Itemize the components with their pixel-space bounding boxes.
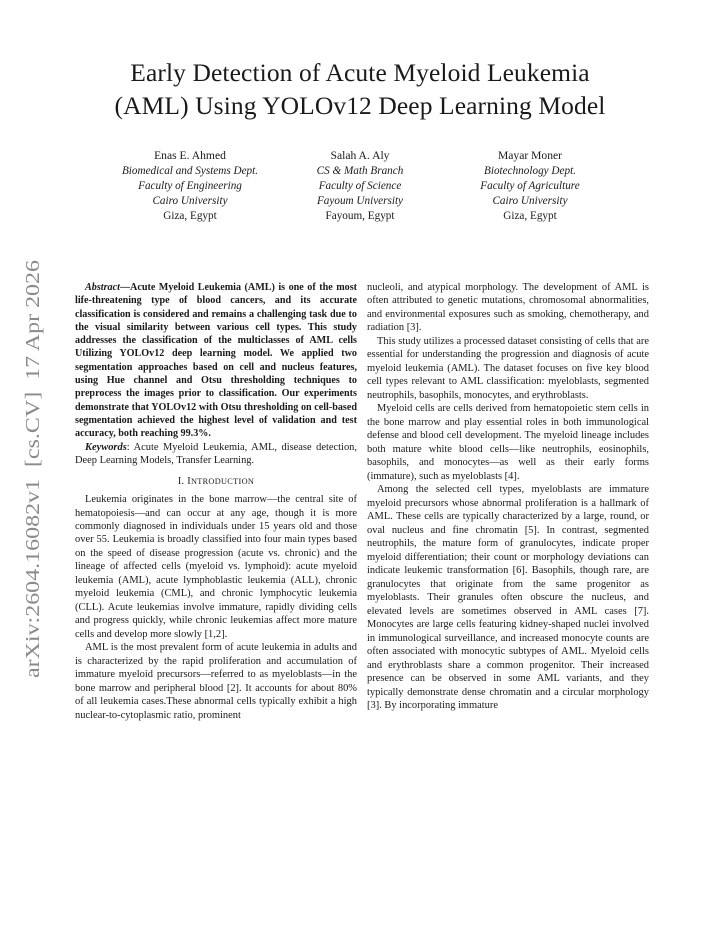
author-university: Cairo University bbox=[152, 195, 228, 207]
intro-paragraph-1: Leukemia originates in the bone marrow—the central site of hematopoiesis—and can occur at any age, though it is more commonly diagnosed in individuals under 15 years old and those over 55. Leukemia is broadly classified into four main types based on the speed of disease progression (acute vs. chronic) and the lineage of affected cells (myeloid vs. lymphoid): acute myeloid leukemia (AML), acute lymphoblastic leukemia (ALL), chronic myeloid leukemia (CML), and chronic lymphocytic leukemia (CLL). Acute leukemias involve immature, rapidly dividing cells and progress quickly, while chronic leukemias affect more mature cells and develop more slowly [1,2]. bbox=[75, 494, 357, 640]
author-faculty: Faculty of Engineering bbox=[138, 180, 242, 192]
author-dept: Biotechnology Dept. bbox=[484, 165, 576, 177]
author-faculty: Faculty of Science bbox=[318, 180, 402, 192]
arxiv-identifier: arXiv:2604.16082v1 [cs.CV] 17 Apr 2026 bbox=[22, 329, 44, 678]
author-3 bbox=[440, 148, 620, 224]
keywords bbox=[75, 441, 357, 468]
title-line-1: Early Detection of Acute Myeloid Leukemia bbox=[130, 58, 590, 87]
author-university: Fayoum University bbox=[316, 195, 404, 207]
author-name: Mayar Moner bbox=[497, 149, 563, 162]
section-heading-introduction bbox=[75, 475, 357, 488]
author-dept: CS & Math Branch bbox=[316, 165, 404, 177]
author-location: Fayoum, Egypt bbox=[325, 210, 395, 222]
right-column bbox=[367, 281, 649, 713]
body-paragraph-1: nucleoli, and atypical morphology. The development of AML is often attributed to genetic mutations, chromosomal abnormalities, and environmental exposures such as smoking, chemotherapy, and radiation [3]. bbox=[367, 282, 649, 334]
body-paragraph-3: Myeloid cells are cells derived from hematopoietic stem cells in the bone marrow and play essential roles in both immunological defense and blood cell development. The myeloid lineage includes both mature white blood cells—like neutrophils, eosinophils, basophils, and monocytes—as well as their early forms (immature), such as myeloblasts [4]. bbox=[367, 403, 649, 482]
author-location: Giza, Egypt bbox=[503, 210, 557, 222]
title-line-2: (AML) Using YOLOv12 Deep Learning Model bbox=[114, 91, 606, 120]
author-dept: Biomedical and Systems Dept. bbox=[121, 165, 259, 177]
arxiv-watermark bbox=[6, 258, 50, 678]
left-column bbox=[75, 281, 357, 722]
body-paragraph-4: Among the selected cell types, myeloblasts are immature myeloid precursors whose abnormal proliferation is a hallmark of AML. These cells are typically characterized by a large, round, or oval nucleus and fine chromatin [5]. In contrast, segmented neutrophils, the mature form of granulocytes, indicate proper myeloid differentiation; their count or morphology deviations can indicate leukemic transformation [6]. Basophils, though rare, are granulocytes that originate from the same progenitor as myeloblasts. Their granules often obscure the nucleus, and elevated levels are sometimes observed in AML cases [7]. Monocytes are large cells featuring kidney-shaped nuclei involved in immunological surveillance, and increased monocyte counts are often associated with monocytic subtypes of AML. Myeloid cells and erythroblasts share a common progenitor. Their increased presence can be observed in some AML variants, and they typically demonstrate dense chromatin and a circular morphology [3]. By incorporating immature bbox=[367, 484, 649, 712]
author-name: Enas E. Ahmed bbox=[154, 149, 226, 162]
author-block bbox=[100, 148, 620, 238]
author-university: Cairo University bbox=[492, 195, 568, 207]
abstract-label: Abstract bbox=[85, 282, 120, 293]
author-1 bbox=[100, 148, 280, 224]
author-2 bbox=[270, 148, 450, 224]
author-location: Giza, Egypt bbox=[163, 210, 217, 222]
section-numeral: I. bbox=[177, 475, 188, 487]
author-name: Salah A. Aly bbox=[330, 149, 390, 162]
body-paragraph-2: This study utilizes a processed dataset consisting of cells that are essential for understanding the progression and diagnosis of acute myeloid leukemia (AML). The dataset focuses on five key blood cell types relevant to AML classification: myeloblasts, segmented neutrophils, basophils, monocytes, and erythroblasts. bbox=[367, 335, 649, 401]
paper-title bbox=[60, 56, 660, 122]
abstract bbox=[75, 281, 357, 441]
section-heading-initial: I bbox=[187, 475, 191, 487]
abstract-text: —Acute Myeloid Leukemia (AML) is one of the most life-threatening type of blood cancers, and its accurate classification is considered and remains a challenging task due to the visual similarity between various cell types. This study addresses the classification of the multiclasses of AML cells Utilizing YOLOv12 deep learning model. We applied two segmentation approaches based on cell and nucleus features, using Hue channel and Otsu thresholding techniques to preprocess the images prior to classification. Our experiments demonstrate that YOLOv12 with Otsu thresholding on cell-based segmentation achieved the highest level of validation and test accuracy, both reaching 99.3%. bbox=[75, 282, 357, 440]
section-heading-rest: NTRODUCTION bbox=[190, 476, 255, 486]
keywords-label: Keywords bbox=[85, 441, 127, 453]
keywords-text: : Acute Myeloid Leukemia, AML, disease detection, Deep Learning Models, Transfer Learning. bbox=[75, 441, 357, 467]
intro-paragraph-2: AML is the most prevalent form of acute leukemia in adults and is characterized by the rapid proliferation and accumulation of immature myeloid precursors—referred to as myeloblasts—in the bone marrow and peripheral blood [2]. It accounts for about 80% of all leukemia cases.These abnormal cells typically exhibit a high nuclear-to-cytoplasmic ratio, prominent bbox=[75, 642, 357, 721]
author-faculty: Faculty of Agriculture bbox=[480, 180, 580, 192]
